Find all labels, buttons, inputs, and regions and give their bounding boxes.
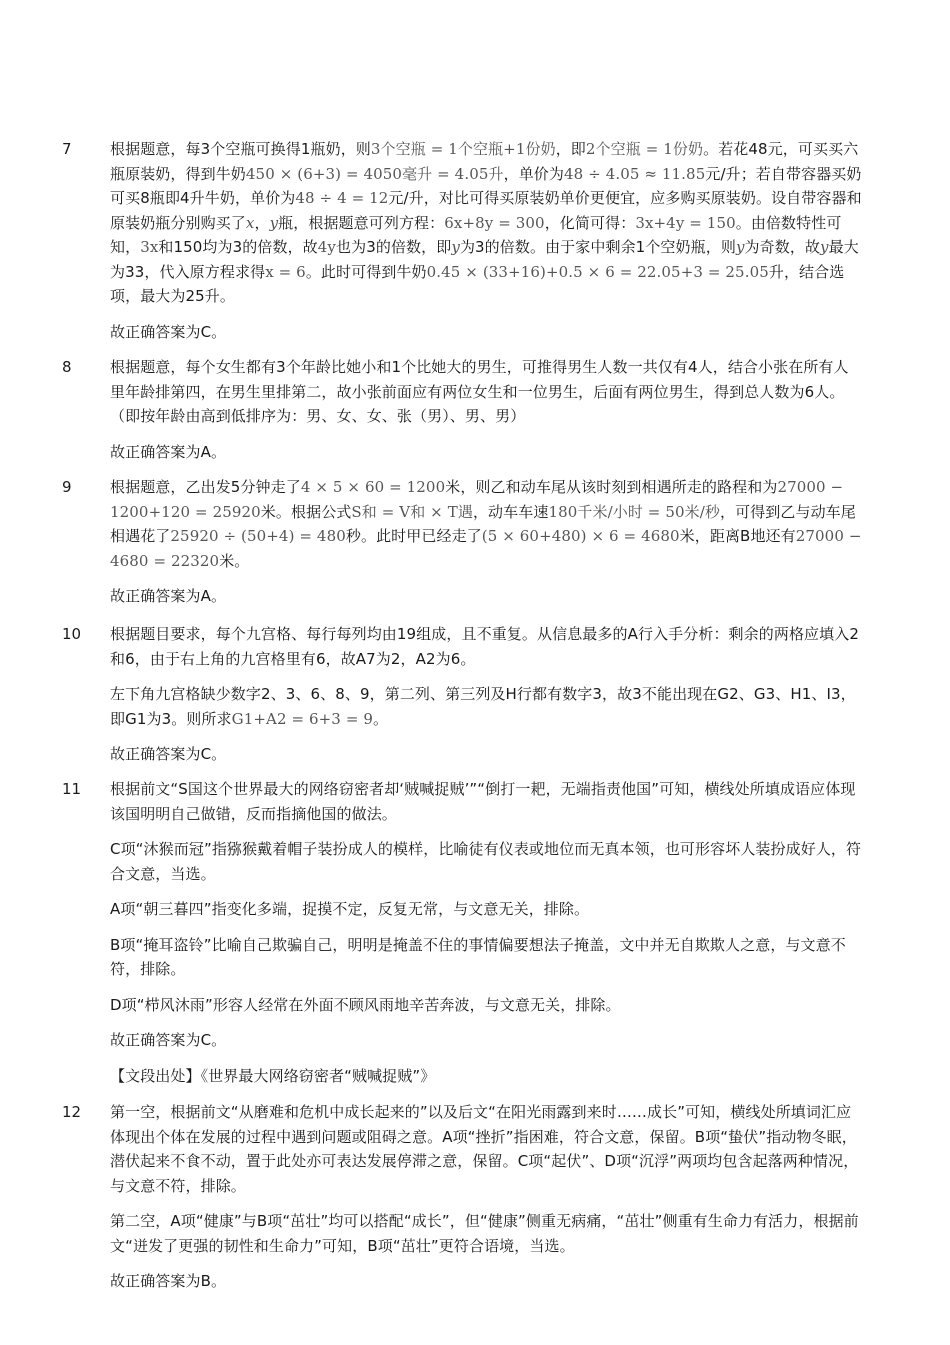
paragraph bbox=[110, 1269, 862, 1294]
math-expression: 2个空瓶 = 1份奶 bbox=[585, 140, 704, 158]
item-body bbox=[110, 622, 862, 778]
math-expression: 450 × (6+3) = 4050毫升 = 4.05升 bbox=[245, 164, 504, 183]
math-expression: 27000 − 1200+120 = 25920 bbox=[110, 478, 844, 521]
paragraph bbox=[110, 1028, 862, 1053]
text-run: 【文段出处】《世界最大网络窃密者“贼喊捉贼”》 bbox=[110, 1066, 436, 1085]
text-run: 根据题目要求，每个九宫格、每行每列均由19组成，且不重复。从信息最多的A行入手分析：剩余的两格应填入2和6，由于右上角的九宫格里有6，故A7为2，A2为6。 bbox=[110, 625, 859, 668]
item-body bbox=[110, 777, 862, 1099]
math-variable: y bbox=[269, 213, 279, 232]
text-run: 也为3的倍数，即 bbox=[336, 238, 452, 256]
paragraph bbox=[110, 1100, 862, 1198]
item-body bbox=[110, 355, 862, 475]
text-run: 元/升，对比可得买原装奶单价更便宜，应多购买原装奶。设自带容器和原装奶瓶分别购买了 bbox=[110, 189, 862, 232]
text-run: 。 bbox=[373, 709, 389, 728]
text-run: 为3的倍数。由于家中剩余1个空奶瓶，则 bbox=[459, 238, 736, 256]
math-expression: 3x bbox=[140, 238, 159, 256]
math-expression: 4y bbox=[317, 238, 336, 256]
text-run: ，单价为 bbox=[503, 164, 564, 183]
text-run: ，化简可得： bbox=[544, 213, 636, 232]
math-variable: y bbox=[451, 238, 460, 256]
item-number: 8 bbox=[62, 358, 72, 376]
text-run: ，动车车速 bbox=[472, 502, 549, 521]
item-number: 7 bbox=[62, 140, 72, 158]
paragraph bbox=[110, 475, 862, 573]
text-run: 根据题意，乙出发5分钟走了 bbox=[110, 478, 301, 496]
math-expression: (5 × 60+480) × 6 = 4680 bbox=[481, 527, 680, 545]
text-run: 根据前文“S国这个世界最大的网络窃密者却‘贼喊捉贼’”“倒打一耙，无端指责他国”可知，横线处所填成语应体现该国明明自己做错，反而指摘他国的做法。 bbox=[110, 780, 856, 823]
math-expression: 180千米/小时 = 50米/秒 bbox=[548, 502, 720, 521]
paragraph bbox=[110, 777, 862, 826]
text-run: 故正确答案为A。 bbox=[110, 442, 227, 461]
text-run: C项“沐猴而冠”指猕猴戴着帽子装扮成人的模样，比喻徒有仪表或地位而无真本领，也可形容坏人装扮成好人，符合文意，当选。 bbox=[110, 840, 862, 883]
text-run: 第二空，A项“健康”与B项“茁壮”均可以搭配“成长”，但“健康”侧重无病痛，“茁壮”侧重有生命力有活力，根据前文“迸发了更强的韧性和生命力”可知，B项“茁壮”更符合语境，当选。 bbox=[110, 1212, 859, 1255]
math-expression: 48 ÷ 4 = 12 bbox=[295, 189, 389, 207]
paragraph bbox=[110, 1209, 862, 1258]
paragraph bbox=[110, 584, 862, 609]
text-run: 米。根据公式 bbox=[260, 502, 352, 521]
paragraph bbox=[110, 837, 862, 886]
paragraph bbox=[110, 993, 862, 1018]
text-run: 米，距离B地还有 bbox=[679, 527, 796, 545]
math-expression: 3x+4y = 150 bbox=[635, 213, 736, 232]
text-run: 最大为33，代入原方程求得 bbox=[110, 238, 859, 281]
paragraph bbox=[110, 622, 862, 671]
item-number: 10 bbox=[62, 625, 82, 643]
item-body bbox=[110, 1100, 862, 1305]
paragraph bbox=[110, 933, 862, 982]
item-number: 12 bbox=[62, 1103, 82, 1121]
paragraph bbox=[110, 137, 862, 309]
text-run: B项“掩耳盗铃”比喻自己欺骗自己，明明是掩盖不住的事情偏要想法子掩盖，文中并无自欺欺人之意，与文意不符，排除。 bbox=[110, 935, 846, 978]
text-run: 米。 bbox=[219, 551, 250, 570]
math-variable: y bbox=[735, 238, 745, 256]
text-run: 。此时可得到牛奶 bbox=[305, 262, 427, 281]
text-run: D项“栉风沐雨”形容人经常在外面不顾风雨地辛苦奔波，与文意无关，排除。 bbox=[110, 995, 621, 1014]
text-run: 根据题意，每个女生都有3个年龄比她小和1个比她大的男生，可推得男生人数一共仅有4人，结合小张在所有人里年龄排第四，在男生里排第二，故小张前面应有两位女生和一位男生，后面有两位男生，得到总人数为6人。（即按年龄由高到低排序为：男、女、女、张（男）、男、男） bbox=[110, 358, 849, 425]
text-run: 根据题意，每3个空瓶可换得1瓶奶，则 bbox=[110, 140, 371, 158]
text-run: 元/升；若自带容器买奶可买8瓶即4升牛奶，单价为 bbox=[110, 164, 862, 207]
math-expression: 4 × 5 × 60 = 1200 bbox=[300, 478, 446, 496]
item-number: 9 bbox=[62, 478, 72, 496]
text-run: 秒。此时甲已经走了 bbox=[345, 527, 482, 545]
text-run: 为奇数，故 bbox=[744, 238, 821, 256]
text-run: 。由倍数特性可知， bbox=[110, 213, 842, 256]
paragraph bbox=[110, 682, 862, 731]
paragraph bbox=[110, 355, 862, 429]
math-expression: 27000 − 4680 = 22320 bbox=[110, 527, 862, 570]
text-run: 左下角九宫格缺少数字2、3、6、8、9，第二列、第三列及H行都有数字3，故3不能出现在G2、G3、H1、I3，即G1为3。则所求 bbox=[110, 685, 856, 728]
math-expression: 6x+8y = 300 bbox=[444, 213, 545, 232]
math-expression: 25920 ÷ (50+4) = 480 bbox=[170, 527, 346, 545]
paragraph bbox=[110, 1064, 862, 1089]
text-run: 升，结合选项，最大为25升。 bbox=[110, 262, 845, 305]
item-number: 11 bbox=[62, 780, 82, 798]
math-expression: x = 6 bbox=[265, 262, 306, 281]
math-expression: 3个空瓶 = 1个空瓶+1份奶 bbox=[370, 140, 556, 158]
text-run: 和150均为3的倍数，故 bbox=[158, 238, 318, 256]
math-expression: 48 ÷ 4.05 ≈ 11.85 bbox=[564, 164, 706, 183]
math-variable: x bbox=[245, 213, 255, 232]
math-expression: G1+A2 = 6+3 = 9 bbox=[231, 709, 374, 728]
paragraph bbox=[110, 897, 862, 922]
text-run: 故正确答案为C。 bbox=[110, 322, 227, 341]
text-run: A项“朝三暮四”指变化多端，捉摸不定，反复无常，与文意无关，排除。 bbox=[110, 900, 590, 918]
math-expression: S和 = V和 × T遇 bbox=[351, 502, 473, 521]
text-run: 故正确答案为C。 bbox=[110, 1031, 227, 1049]
text-run: 米，则乙和动车尾从该时刻到相遇所走的路程和为 bbox=[445, 478, 778, 496]
paragraph bbox=[110, 742, 862, 767]
item-body bbox=[110, 475, 862, 620]
text-run: 瓶，根据题意可列方程： bbox=[278, 213, 445, 232]
text-run: 。若花48元，可买买六瓶原装奶，得到牛奶 bbox=[110, 140, 859, 183]
text-run: ， bbox=[254, 213, 270, 232]
text-run: 故正确答案为A。 bbox=[110, 587, 227, 605]
math-variable: y bbox=[820, 238, 829, 256]
math-expression: 0.45 × (33+16)+0.5 × 6 = 22.05+3 = 25.05 bbox=[426, 262, 769, 281]
item-body bbox=[110, 137, 862, 355]
text-run: ，可得到乙与动车尾相遇花了 bbox=[110, 502, 856, 545]
text-run: 故正确答案为B。 bbox=[110, 1272, 227, 1290]
paragraph bbox=[110, 440, 862, 465]
text-run: 故正确答案为C。 bbox=[110, 745, 227, 763]
paragraph bbox=[110, 320, 862, 345]
text-run: ，即 bbox=[555, 140, 586, 158]
text-run: 第一空，根据前文“从磨难和危机中成长起来的”以及后文“在阳光雨露到来时……成长”可知，横线处所填词汇应体现出个体在发展的过程中遇到问题或阻碍之意。A项“挫折”指困难，符合文意，保留。B项“蛰伏”指动物冬眠，潜伏起来不食不动，置于此处亦可表达发展停滞之意，保留。C项“起伏”、D项“沉浮”两项均包含起落两种情况，与文意不符，排除。 bbox=[110, 1103, 859, 1195]
